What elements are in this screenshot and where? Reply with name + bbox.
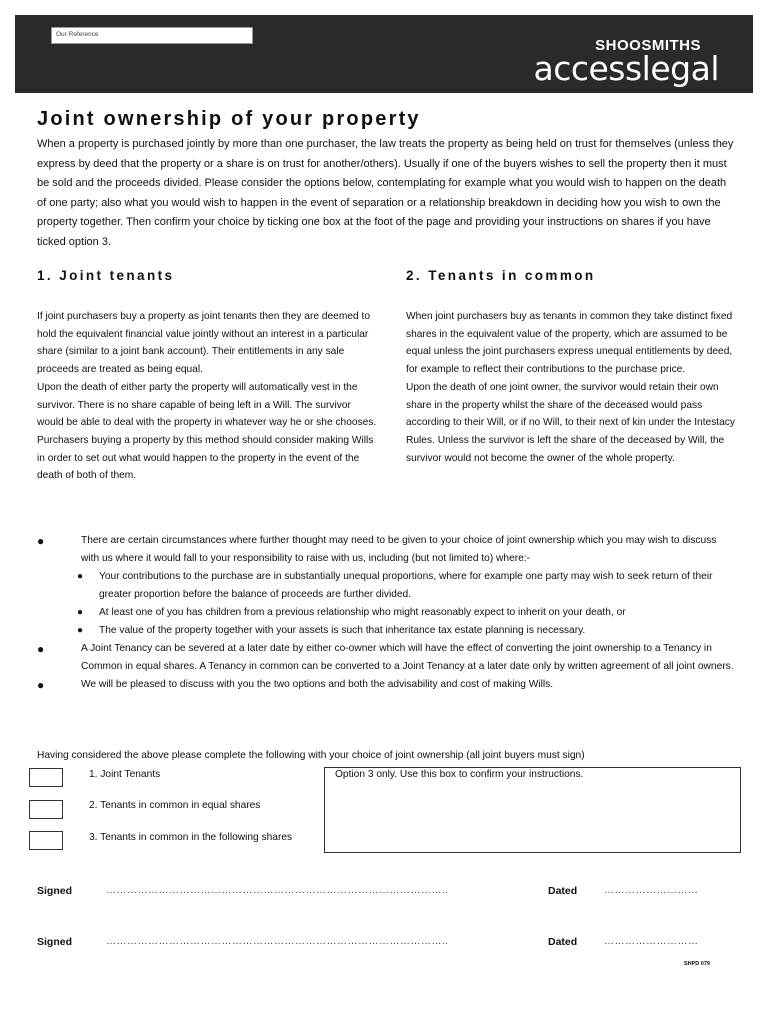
bullet-icon: ●	[37, 534, 45, 548]
option-2-checkbox[interactable]	[29, 800, 63, 819]
tenants-in-common-heading: 2. Tenants in common	[406, 268, 596, 283]
header-band	[15, 15, 753, 93]
tenants-in-common-para-1: When joint purchasers buy as tenants in common they take distinct fixed shares in the equivalent value of the property, which are assumed to be equal unless the joint purchasers express unequal entitlements by deed, for example to reflect their contributions to the purchase price.	[406, 311, 733, 376]
option-3-box-label: Option 3 only. Use this box to confirm your instructions.	[335, 769, 584, 780]
signature-line-1[interactable]: ……………………………………………………………………………………..	[106, 885, 449, 896]
joint-tenants-text	[37, 308, 377, 485]
bullet-icon: ●	[77, 625, 84, 636]
bullet-icon: ●	[37, 678, 45, 692]
brand-logo: accesslegal	[533, 49, 719, 88]
list-item: ● A Joint Tenancy can be severed at a later date by either co-owner which will have the effect of converting the joint ownership to a Tenancy in Common in equal shares. A Tenancy in common can be converted to a Joint Tenancy at a later date only by written agreement of all joint owners.	[37, 642, 734, 672]
list-item: ● Your contributions to the purchase are in substantially unequal proportions, where for example one party may wish to seek return of their greater proportion before the balance of proceeds are further divided.	[81, 568, 737, 604]
option-1-label: 1. Joint Tenants	[89, 769, 161, 780]
bullet-icon: ●	[77, 571, 84, 582]
signed-label-2: Signed	[37, 936, 73, 948]
list-item: ● There are certain circumstances where further thought may need to be given to your choice of joint ownership which you may wish to discuss with us where it would fall to your responsibility to raise with us, including (but not limited to) where:-	[37, 534, 717, 564]
list-item: ● At least one of you has children from a previous relationship who might reasonably expect to inherit on your death, or	[81, 604, 737, 622]
option-3-checkbox[interactable]	[29, 831, 63, 850]
joint-tenants-heading: 1. Joint tenants	[37, 268, 175, 283]
confirmation-intro: Having considered the above please complete the following with your choice of joint ownership (all joint buyers must sign)	[37, 750, 585, 761]
option-3-label: 3. Tenants in common in the following shares	[89, 832, 293, 843]
considerations-list	[37, 532, 737, 694]
form-code: SHPD 079	[684, 961, 710, 967]
tenants-in-common-para-2: Upon the death of one joint owner, the survivor would retain their own share in the property whilst the share of the deceased would pass according to their Will, or if no Will, to their next of kin under the Intestacy Rules. Unless the survivor is left the share of the deceased by Will, the survivor would not become the owner of the whole property.	[406, 381, 735, 464]
joint-tenants-para-3: Purchasers buying a property by this method should consider making Wills in order to set out what would happen to the property in the event of the death of both of them.	[37, 434, 374, 482]
tenants-in-common-text	[406, 308, 742, 467]
option-3-instructions-box[interactable]	[324, 767, 741, 853]
signature-line-2[interactable]: ……………………………………………………………………………………..	[106, 936, 449, 947]
joint-tenants-para-2: Upon the death of either party the property will automatically vest in the survivor. There is no share capable of being left in a Will. The survivor would be able to deal with the property in whatever way he or she chooses.	[37, 381, 377, 429]
list-item: ● We will be pleased to discuss with you the two options and both the advisability and cost of making Wills.	[37, 678, 554, 692]
signed-label-1: Signed	[37, 885, 73, 897]
option-2-label: 2. Tenants in common in equal shares	[89, 800, 261, 811]
reference-label: Our Reference	[56, 31, 99, 38]
list-item: ● The value of the property together with your assets is such that inheritance tax estate planning is necessary.	[81, 622, 737, 640]
bullet-icon: ●	[37, 642, 45, 656]
date-line-1[interactable]: ………………………	[604, 885, 699, 896]
date-line-2[interactable]: ………………………	[604, 936, 699, 947]
joint-tenants-para-1: If joint purchasers buy a property as joint tenants then they are deemed to hold the equivalent financial value jointly without an interest in a particular share (similar to a joint bank account). Their entitlements in any sale proceeds are treated as being equal.	[37, 311, 370, 376]
option-1-checkbox[interactable]	[29, 768, 63, 787]
reference-field[interactable]	[51, 27, 253, 44]
page-title: Joint ownership of your property	[37, 108, 421, 130]
intro-paragraph: When a property is purchased jointly by more than one purchaser, the law treats the property as being held on trust for themselves (unless they express by deed that the property or a share is on trust for another/others). Usually if one of the buyers wishes to sell the property then it must be sold and the proceeds divided. Please consider the options below, contemplating for example what you would wish to happen on the death of one party; also what you would wish to happen in the event of separation or a relationship breakdown in deciding how you wish to own the property together. Then confirm your choice by ticking one box at the foot of the page and providing your instructions on shares if you have ticked option 3.	[37, 138, 734, 248]
bullet-icon: ●	[77, 607, 84, 618]
brand-name: SHOOSMITHS	[595, 37, 701, 54]
dated-label-2: Dated	[548, 936, 578, 948]
dated-label-1: Dated	[548, 885, 578, 897]
